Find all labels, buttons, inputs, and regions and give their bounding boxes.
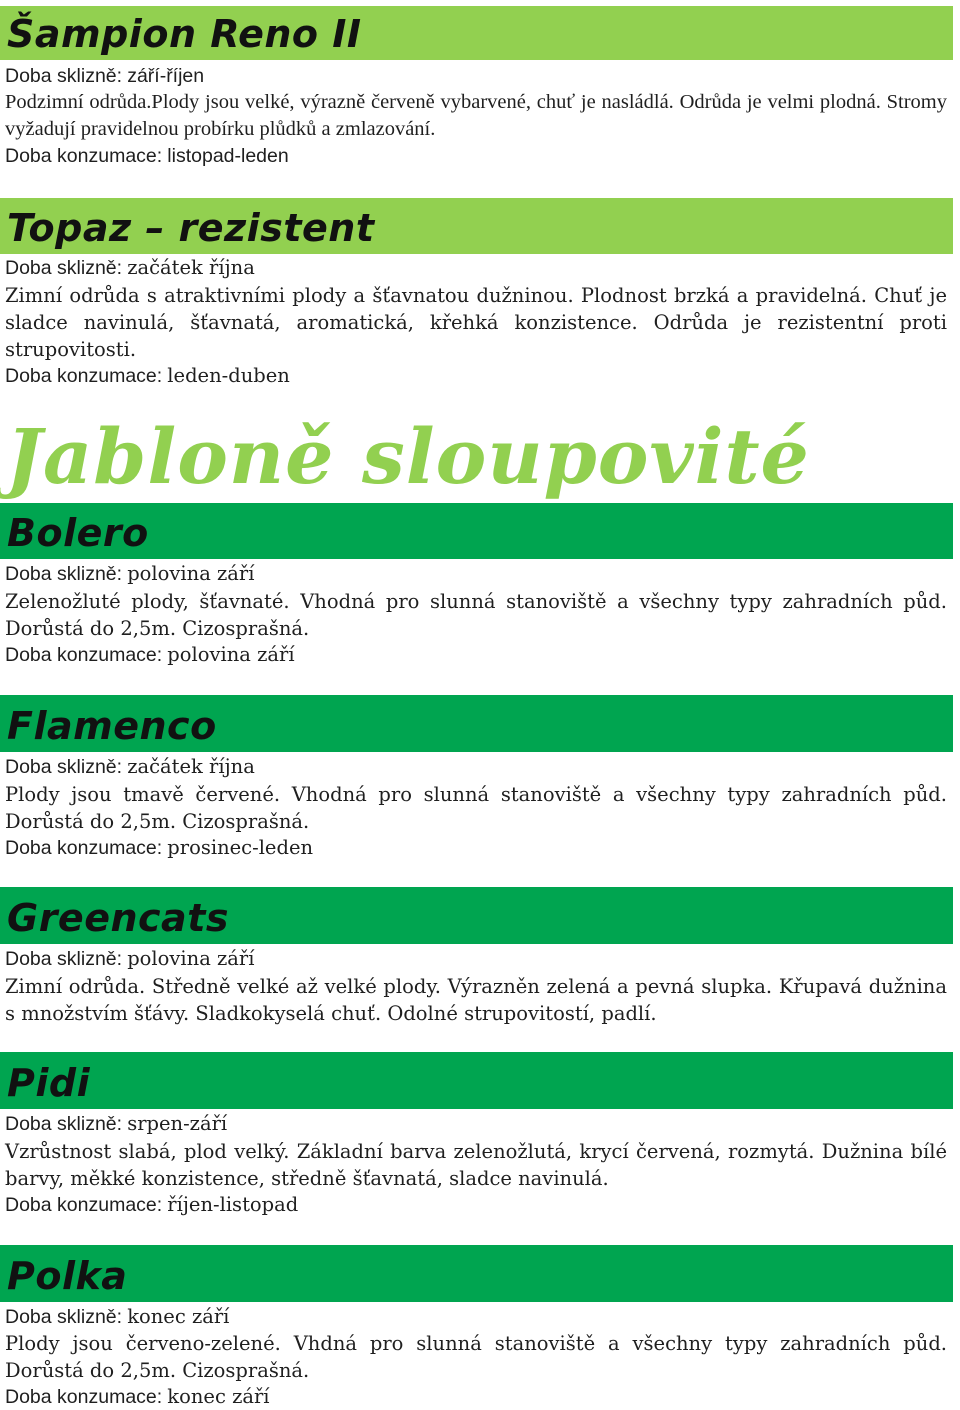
consumption-value: listopad-leden	[167, 145, 289, 167]
harvest-line	[5, 63, 947, 89]
variety-description: Vzrůstnost slabá, plod velký. Základní barva zelenožlutá, krycí červená, rozmytá. Dužnina bílé barvy, měkké konzistence, středně šťavnatá, sladce navinulá.	[5, 1140, 947, 1190]
harvest-label: Doba sklizně:	[5, 1306, 123, 1328]
variety-description: Plody jsou červeno-zelené. Vhdná pro slunná stanoviště a všechny typy zahradních půd. Dorůstá do 2,5m. Cizosprašná.	[5, 1332, 947, 1382]
harvest-label: Doba sklizně:	[5, 563, 123, 585]
variety-header	[0, 198, 953, 254]
section-title: Jabloně sloupovité	[6, 412, 810, 501]
harvest-value: polovina září	[127, 562, 255, 585]
consumption-label: Doba konzumace:	[5, 837, 163, 859]
consumption-line	[5, 642, 947, 668]
variety-description: Zelenožluté plody, šťavnaté. Vhodná pro slunná stanoviště a všechny typy zahradních půd. Dorůstá do 2,5m. Cizosprašná.	[5, 590, 947, 640]
consumption-line	[5, 1192, 947, 1218]
harvest-value: září-říjen	[127, 65, 205, 87]
harvest-value: začátek října	[127, 256, 255, 279]
variety-name: Šampion Reno II	[7, 12, 362, 56]
variety-header	[0, 1245, 953, 1302]
harvest-line	[5, 754, 947, 780]
consumption-label: Doba konzumace:	[5, 1194, 163, 1216]
consumption-label: Doba konzumace:	[5, 1386, 163, 1408]
harvest-label: Doba sklizně:	[5, 1113, 123, 1135]
consumption-value: leden-duben	[167, 364, 290, 387]
harvest-label: Doba sklizně:	[5, 257, 123, 279]
variety-name: Pidi	[7, 1061, 91, 1105]
consumption-label: Doba konzumace:	[5, 365, 163, 387]
variety-description: Zimní odrůda. Středně velké až velké plody. Výrazněn zelená a pevná slupka. Křupavá dužnina s množstvím šťávy. Sladkokyselá chuť. Odolné strupovitostí, padlí.	[5, 975, 947, 1025]
harvest-line	[5, 1111, 947, 1137]
variety-description: Plody jsou tmavě červené. Vhodná pro slunná stanoviště a všechny typy zahradních půd. Dorůstá do 2,5m. Cizosprašná.	[5, 783, 947, 833]
harvest-label: Doba sklizně:	[5, 948, 123, 970]
consumption-value: prosinec-leden	[167, 836, 314, 859]
variety-name: Topaz – rezistent	[7, 206, 375, 250]
variety-name: Polka	[7, 1254, 128, 1298]
harvest-line	[5, 946, 947, 972]
harvest-value: začátek října	[127, 755, 255, 778]
variety-description: Zimní odrůda s atraktivními plody a šťavnatou dužninou. Plodnost brzká a pravidelná. Chuť je sladce navinulá, šťavnatá, aromatická, křehká konzistence. Odrůda je rezistentní proti strupovitosti.	[5, 284, 947, 361]
harvest-line	[5, 255, 947, 281]
consumption-label: Doba konzumace:	[5, 145, 163, 167]
variety-header	[0, 503, 953, 559]
variety-description: Podzimní odrůda.Plody jsou velké, výrazně červeně vybarvené, chuť je nasládlá. Odrůda je velmi plodná. Stromy vyžadují pravidelnou probírku plůdků a zmlazování.	[5, 91, 947, 140]
variety-name: Bolero	[7, 511, 149, 555]
consumption-value: konec září	[167, 1385, 270, 1408]
harvest-label: Doba sklizně:	[5, 756, 123, 778]
variety-header	[0, 1052, 953, 1109]
consumption-value: říjen-listopad	[167, 1193, 299, 1216]
variety-header	[0, 887, 953, 944]
consumption-value: polovina září	[167, 643, 295, 666]
harvest-label: Doba sklizně:	[5, 65, 123, 87]
harvest-line	[5, 561, 947, 587]
variety-name: Greencats	[7, 896, 229, 940]
harvest-value: konec září	[127, 1305, 230, 1328]
variety-name: Flamenco	[7, 704, 217, 748]
harvest-value: srpen-září	[127, 1112, 228, 1135]
consumption-label: Doba konzumace:	[5, 644, 163, 666]
consumption-line	[5, 143, 947, 169]
variety-header	[0, 6, 953, 60]
harvest-value: polovina září	[127, 947, 255, 970]
variety-header	[0, 695, 953, 752]
harvest-line	[5, 1304, 947, 1330]
consumption-line	[5, 835, 947, 861]
consumption-line	[5, 1384, 947, 1410]
consumption-line	[5, 363, 947, 389]
